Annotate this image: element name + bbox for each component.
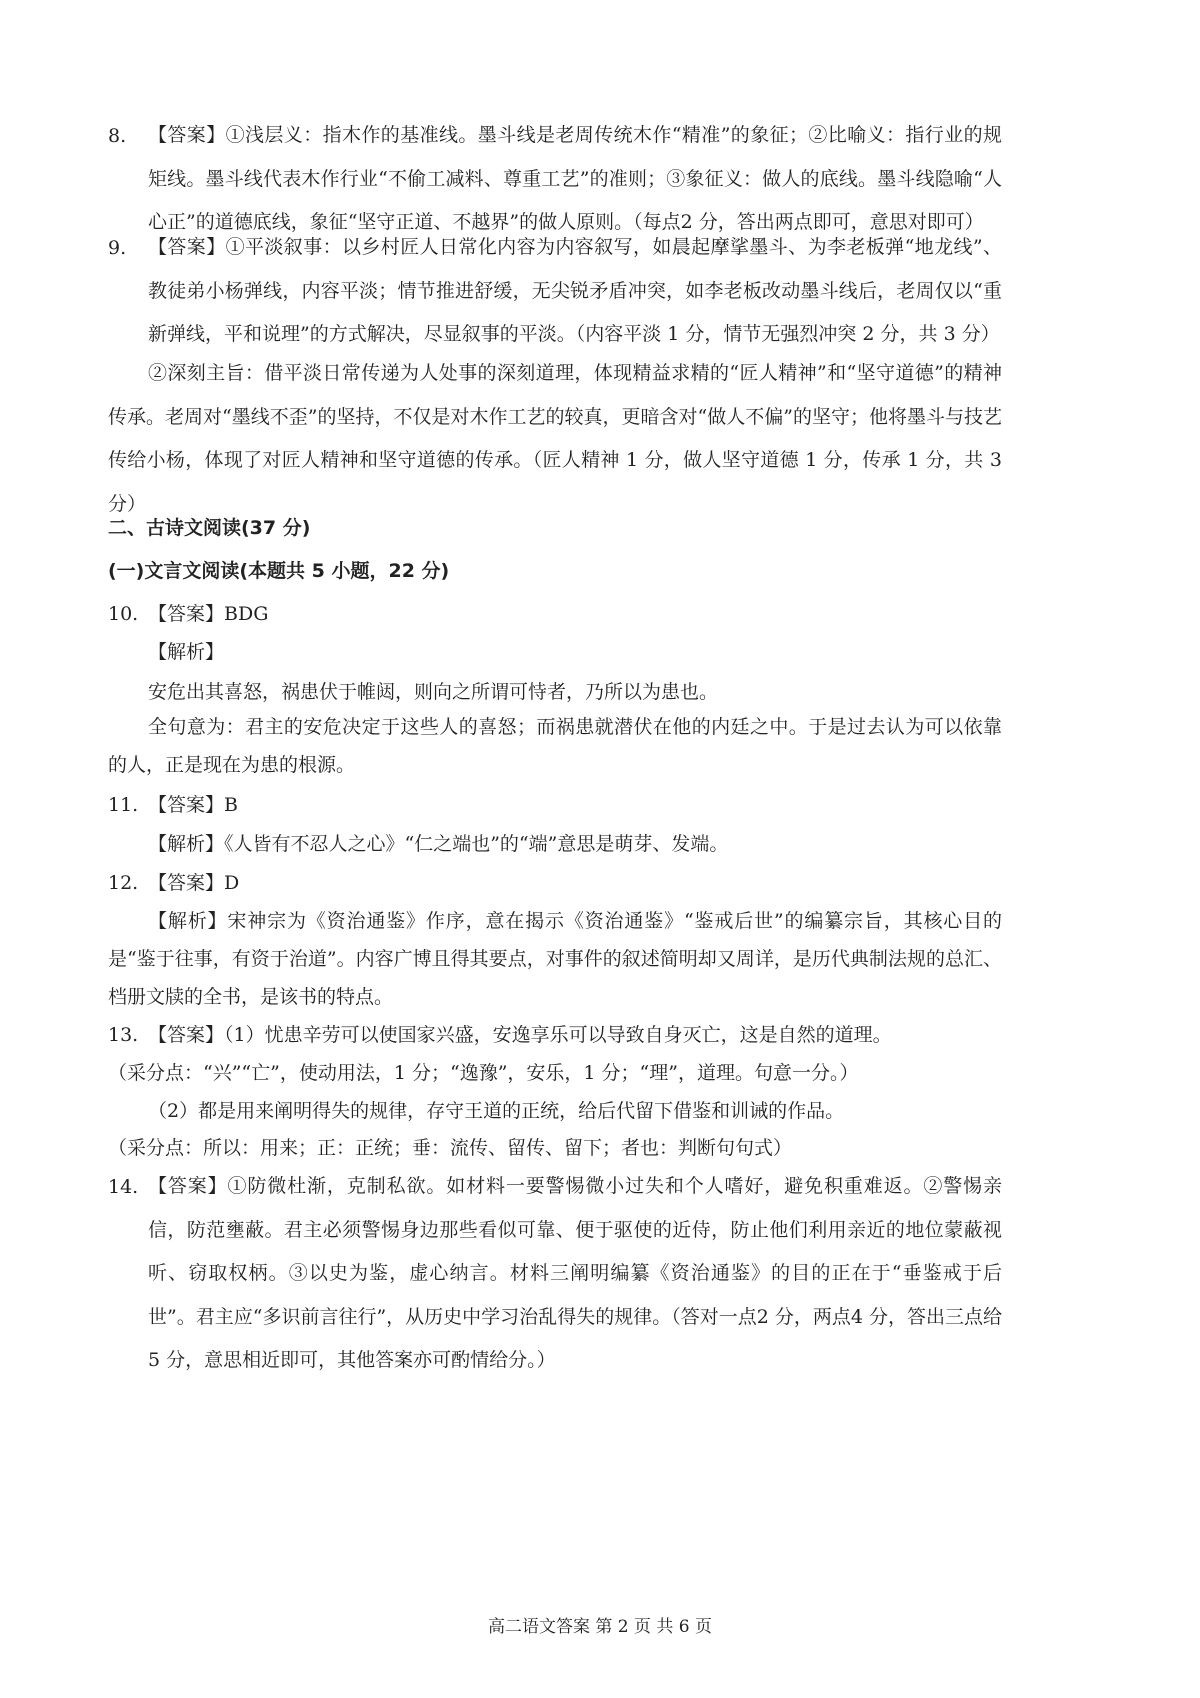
page-footer: 高二语文答案 第 2 页 共 6 页 (487, 1617, 713, 1637)
subsection-title: (一)文言文阅读(本题共 5 小题，22 分) (108, 560, 450, 582)
question-10-translation: 全句意为：君主的安危决定于这些人的喜怒；而祸患就潜伏在他的内廷之中。于是过去认为可以依靠的人，正是现在为患的根源。 (108, 716, 1002, 776)
question-11-analysis: 【解析】《人皆有不忍人之心》“仁之端也”的“端”意思是萌芽、发端。 (148, 833, 729, 855)
question-9-answer-part2: ②深刻主旨：借平淡日常传递为人处事的深刻道理，体现精益求精的“匠人精神”和“坚守道德”的精神传承。老周对“墨线不歪”的坚持，不仅是对木作工艺的较真，更暗含对“做人不偏”的坚守；他将墨斗与技艺传给小杨，体现了对匠人精神和坚守道德的传承。（匠人精神 1 分，做人坚守道德 1 分，传承 1 分，共 3 分） (108, 362, 1002, 515)
question-8-number: 8. (108, 125, 127, 147)
question-13-scoring-2: （采分点：所以：用来；正：正统；垂：流传、留传、留下；者也：判断句句式） (108, 1137, 793, 1159)
question-10-number: 10. (108, 603, 139, 625)
question-8-answer: 【答案】①浅层义：指木作的基准线。墨斗线是老周传统木作“精准”的象征；②比喻义：指行业的规矩线。墨斗线代表木作行业“不偷工减料、尊重工艺”的准则；③象征义：做人的底线。墨斗线隐喻“人心正”的道德底线，象征“坚守正道、不越界”的做人原则。（每点2 分，答出两点即可，意思对即可） (148, 124, 1002, 233)
section-title: 二、古诗文阅读(37 分) (108, 517, 311, 539)
question-13-number: 13. (108, 1024, 139, 1046)
question-14-answer: 【答案】①防微杜渐，克制私欲。如材料一要警惕微小过失和个人嗜好，避免积重难返。②警惕亲信，防范壅蔽。君主必须警惕身边那些看似可靠、便于驱使的近侍，防止他们利用亲近的地位蒙蔽视听、窃取权柄。③以史为鉴，虚心纳言。材料三阐明编纂《资治通鉴》的目的正在于“垂鉴戒于后世”。君主应“多识前言往行”，从历史中学习治乱得失的规律。（答对一点2 分，两点4 分，答出三点给 5 分，意思相近即可，其他答案亦可酌情给分。） (148, 1175, 1002, 1371)
question-11-number: 11. (108, 794, 139, 816)
question-12-answer: 【答案】D (148, 872, 240, 894)
question-13-answer-2: （2）都是用来阐明得失的规律，存守王道的正统，给后代留下借鉴和训诫的作品。 (148, 1100, 845, 1122)
question-12-number: 12. (108, 872, 139, 894)
question-10-quote: 安危出其喜怒，祸患伏于帷闼，则向之所谓可恃者，乃所以为患也。 (148, 681, 719, 703)
question-13-scoring-1: （采分点：“兴”“亡”，使动用法，1 分；“逸豫”，安乐，1 分；“理”，道理。句意一分。） (108, 1062, 859, 1084)
question-9-answer-part1: 【答案】①平淡叙事：以乡村匠人日常化内容为内容叙写，如晨起摩挲墨斗、为李老板弹“地龙线”、教徒弟小杨弹线，内容平淡；情节推进舒缓，无尖锐矛盾冲突，如李老板改动墨斗线后，老周仅以“重新弹线，平和说理”的方式解决，尽显叙事的平淡。（内容平淡 1 分，情节无强烈冲突 2 分，共 3 分） (148, 236, 1002, 345)
question-12-analysis: 【解析】宋神宗为《资治通鉴》作序，意在揭示《资治通鉴》“鉴戒后世”的编纂宗旨，其核心目的是“鉴于往事，有资于治道”。内容广博且得其要点，对事件的叙述简明却又周详，是历代典制法规的总汇、档册文牍的全书，是该书的特点。 (108, 910, 1002, 1008)
question-11-answer: 【答案】B (148, 794, 238, 816)
question-9-number: 9. (108, 237, 127, 259)
question-10-analysis-label: 【解析】 (148, 641, 225, 663)
question-14-number: 14. (108, 1176, 139, 1198)
question-13-answer-1: 【答案】（1）忧患辛劳可以使国家兴盛，安逸享乐可以导致自身灭亡，这是自然的道理。 (148, 1024, 892, 1046)
question-10-answer: 【答案】BDG (148, 603, 269, 625)
